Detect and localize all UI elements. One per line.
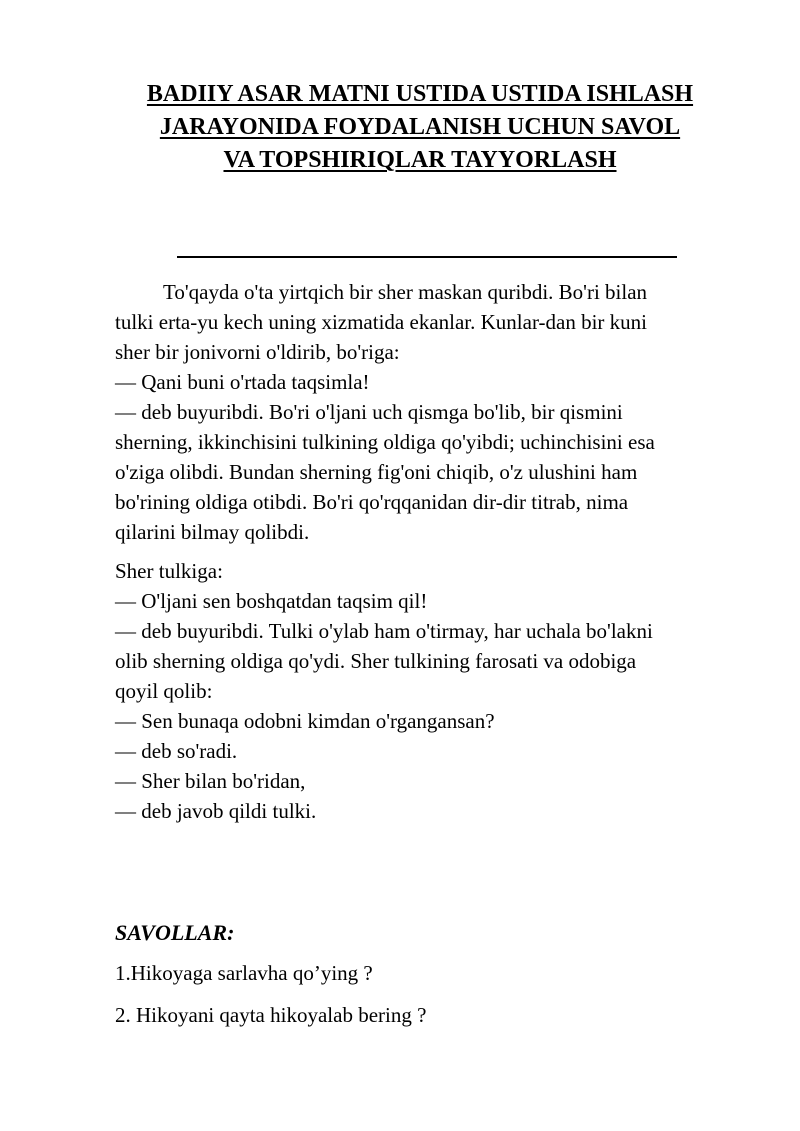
text-line: qilarini bilmay qolibdi.	[115, 520, 310, 544]
dialogue-line: — Sen bunaqa odobni kimdan o'rgangansan?	[115, 709, 495, 733]
title-line: VA TOPSHIRIQLAR TAYYORLASH	[223, 147, 617, 173]
text-line: qoyil qolib:	[115, 679, 213, 703]
dialogue-line: — deb javob qildi tulki.	[115, 799, 317, 823]
text-line: To'qayda o'ta yirtqich bir sher maskan quribdi. Bo'ri bilan	[163, 280, 648, 304]
question-item: 2. Hikoyani qayta hikoyalab bering ?	[115, 1003, 427, 1027]
text-line: Sher tulkiga:	[115, 559, 223, 583]
questions-heading: SAVOLLAR:	[115, 920, 235, 945]
story-paragraph-2	[115, 556, 735, 826]
horizontal-rule	[177, 256, 677, 258]
question-item: 1.Hikoyaga sarlavha qo’ying ?	[115, 961, 373, 985]
title-line: BADIIY ASAR MATNI USTIDA USTIDA ISHLASH	[146, 81, 694, 107]
text-line: olib sherning oldiga qo'ydi. Sher tulkining farosati va odobiga	[115, 649, 637, 673]
dialogue-line: — Sher bilan bo'ridan,	[115, 769, 306, 793]
story-paragraph-1	[115, 277, 735, 547]
text-line: sher bir jonivorni o'ldirib, bo'riga:	[115, 340, 400, 364]
dialogue-line: — deb so'radi.	[115, 739, 238, 763]
dialogue-line: — Qani buni o'rtada taqsimla!	[115, 370, 370, 394]
document-title	[100, 78, 740, 177]
text-line: tulki erta-yu kech uning xizmatida ekanlar. Kunlar-dan bir kuni	[115, 310, 647, 334]
text-line: bo'rining oldiga otibdi. Bo'ri qo'rqqanidan dir-dir titrab, nima	[115, 490, 629, 514]
text-line: sherning, ikkinchisini tulkining oldiga qo'yibdi; uchinchisini esa	[115, 430, 655, 454]
dialogue-line: — deb buyuribdi. Bo'ri o'ljani uch qismga bo'lib, bir qismini	[115, 400, 623, 424]
title-line: JARAYONIDA FOYDALANISH UCHUN SAVOL	[159, 114, 681, 140]
dialogue-line: — deb buyuribdi. Tulki o'ylab ham o'tirmay, har uchala bo'lakni	[115, 619, 653, 643]
text-line: o'ziga olibdi. Bundan sherning fig'oni chiqib, o'z ulushini ham	[115, 460, 638, 484]
dialogue-line: — O'ljani sen boshqatdan taqsim qil!	[115, 589, 428, 613]
